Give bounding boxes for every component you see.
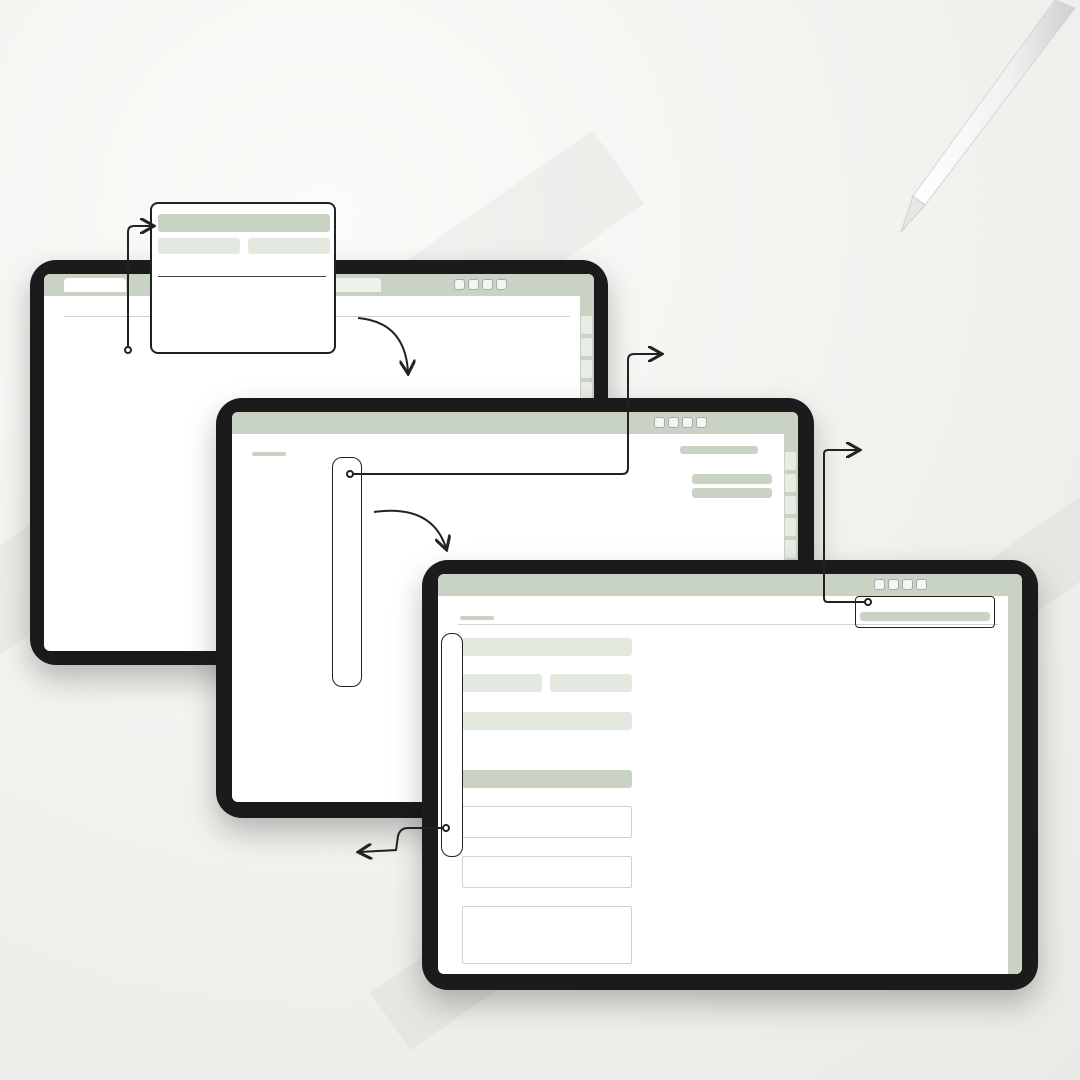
connector-dot — [442, 824, 450, 832]
arrow-numbers-to-switch — [360, 828, 446, 852]
arrow-classpage-to-notes — [374, 511, 446, 548]
connector-dot — [864, 598, 872, 606]
arrow-class-to-classpage — [358, 318, 408, 372]
connector-dot — [124, 346, 132, 354]
arrow-label-to-rename — [824, 450, 868, 602]
connector-dot — [346, 470, 354, 478]
arrow-name-to-notes — [350, 354, 660, 474]
arrow-callout-to-class — [128, 226, 152, 350]
